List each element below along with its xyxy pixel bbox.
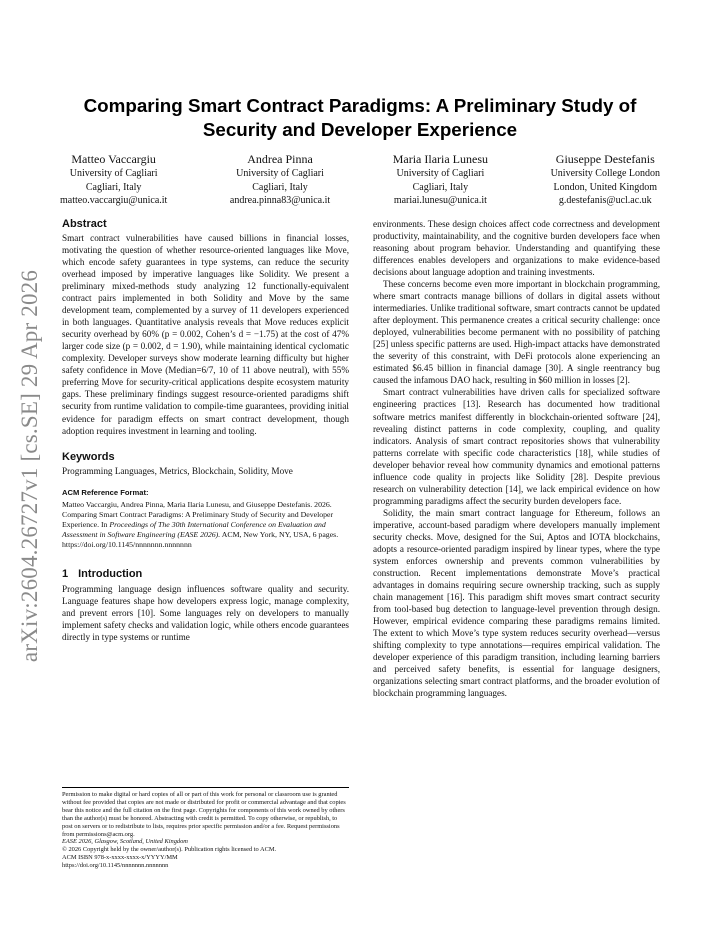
right-column <box>373 218 660 699</box>
arxiv-identifier-stamp <box>10 0 50 932</box>
author-name: Andrea Pinna <box>247 152 313 166</box>
author-affiliation: University of Cagliari <box>396 168 485 179</box>
introduction-paragraph: These concerns become even more important in blockchain programming, where smart contracts manage billions of dollars in digital assets without intermediaries. Unlike traditional software, smart contracts cannot be updated after deployment. This permanence creates a critical security challenge: once deployed, vulnerabilities become permanent with no possibility of patching [25] unless specific patterns are used. High-impact attacks have demonstrated the severity of this constraint, with DeFi protocols alone experiencing an estimated $6.45 billion in financial damage [30]. A single reentrancy bug caused the infamous DAO hack, resulting in $60 million in losses [2]. <box>373 279 660 386</box>
acm-reference-rest: ACM, New York, NY, USA, 6 pages. https://doi.org/10.1145/nnnnnnn.nnnnnnn <box>62 529 339 549</box>
introduction-paragraph: Smart contract vulnerabilities have driven calls for specialized software engineering practices [13]. Research has documented how traditional software metrics manifest differently in blockchain-oriented software [24], revealing distinct patterns in code complexity, coupling, and quality indicators. Analysis of smart contract repositories shows that vulnerability patterns correlate with specific code characteristics [18], while studies of developer behavior reveal how community dynamics and emotional patterns influence code quality in projects like Solidity [28]. Despite previous research on vulnerability detection [14], we lack empirical evidence on how programming paradigms affect the security burden developers face. <box>373 387 660 506</box>
acm-reference-heading: ACM Reference Format: <box>62 487 149 497</box>
arxiv-stamp-text: arXiv:2604.26727v1 [cs.SE] 29 Apr 2026 <box>17 269 42 663</box>
author-location: Cagliari, Italy <box>85 181 142 193</box>
isbn-line: ACM ISBN 978-x-xxxx-xxxx-x/YYYY/MM <box>62 854 178 862</box>
acm-reference-proceedings: Proceedings of The 30th International Conference on Evaluation and Assessment in Software Engineering (EASE 2026). <box>62 519 326 539</box>
copyright-footnote <box>62 787 349 870</box>
author-block <box>60 152 167 208</box>
abstract-text: Smart contract vulnerabilities have caused billions in financial losses, motivating the question of whether resource-oriented languages like Move, which encode safety guarantees in type systems, can reduce the security overhead imposed by imperative languages like Solidity. We present a preliminary mixed-methods study analyzing 12 functionally-equivalent contract pairs implemented in both Solidity and Move by the same development team, complemented by a survey of 11 developers experienced in both languages. Quantitative analysis reveals that Move reduces explicit security overhead by 60% (p = 0.002, Cohen’s d = −1.75) at the cost of 47% larger code size (p = 0.002, d = 1.90), while maintaining identical cyclomatic complexity. Developer surveys show moderate learning difficulty but higher safety confidence in Move (Median=6/7, 10 of 11 above neutral), with 55% preferring Move for security-critical applications despite ecosystem maturity gaps. These preliminary findings suggest resource-oriented paradigms shift security from runtime validation to compile-time guarantees, providing initial evidence for paradigm effects on smart contract development, though adoption requires investment in learning and tooling. <box>62 233 349 436</box>
author-block <box>230 152 330 208</box>
author-email: mariai.lunesu@unica.it <box>393 195 487 206</box>
author-name: Giuseppe Destefanis <box>555 152 655 166</box>
introduction-heading <box>62 568 349 580</box>
abstract-heading: Abstract <box>62 218 107 230</box>
keywords-text: Programming Languages, Metrics, Blockchain, Solidity, Move <box>62 465 293 476</box>
paper-title: Comparing Smart Contract Paradigms: A Preliminary Study of Security and Developer Experience <box>83 95 637 140</box>
author-location: Cagliari, Italy <box>412 181 469 193</box>
author-affiliation: University of Cagliari <box>69 168 158 179</box>
author-name: Matteo Vaccargiu <box>71 152 156 166</box>
author-list <box>60 152 660 208</box>
author-location: Cagliari, Italy <box>252 181 308 193</box>
introduction-paragraph-continued: environments. These design choices affect code correctness and development productivity, maintainability, and the cognitive burden developers face when reasoning about program behavior. Understanding and quantifying these differences enables developers and organizations to make evidence-based decisions about language adoption and training investments. <box>373 219 660 278</box>
permission-notice: Permission to make digital or hard copies of all or part of this work for personal or classroom use is granted without fee provided that copies are not made or distributed for profit or commercial advantage and that copies bear this notice and the full citation on the first page. Copyrights for components of this work owned by others than the author(s) must be honored. Abstracting with credit is permitted. To copy otherwise, or republish, to post on servers or to redistribute to lists, requires prior specific permission and/or a fee. Request permissions from permissions@acm.org. <box>62 791 346 838</box>
author-email: andrea.pinna83@unica.it <box>229 195 331 206</box>
author-block <box>393 152 488 208</box>
author-email: g.destefanis@ucl.ac.uk <box>558 195 652 206</box>
section-number: 1 <box>62 567 69 580</box>
author-name: Maria Ilaria Lunesu <box>392 152 489 166</box>
introduction-paragraph: Solidity, the main smart contract language for Ethereum, follows an imperative, account-based paradigm where developers manually implement security checks. Move, designed for the Sui, Aptos and IOTA blockchains, adopts a resource-oriented paradigm inspired by linear types, where the type system enforces ownership and prevents common vulnerabilities by construction. Recent implementations demonstrate Move’s practical advantages in domains requiring secure ownership tracking, such as supply chain management [16]. This paradigm shift moves smart contract security from tool-based bug detection to language-level prevention through design. However, empirical evidence comparing these paradigms remains limited. The extent to which Move’s type system reduces security overhead—versus shifting complexity to type annotations—requires empirical validation. The developer experience of this paradigm transition, including learning barriers and perceived safety benefits, is essential for language designers, organizations selecting smart contract platforms, and the broader evolution of blockchain programming languages. <box>373 507 660 699</box>
author-email: matteo.vaccargiu@unica.it <box>60 195 168 206</box>
acm-reference-text <box>62 500 349 550</box>
conference-venue: EASE 2026, Glasgow, Scotland, United Kingdom <box>62 838 188 846</box>
keywords-heading: Keywords <box>62 450 115 463</box>
doi-line: https://doi.org/10.1145/nnnnnnn.nnnnnnn <box>62 862 169 870</box>
section-title: Introduction <box>78 567 143 580</box>
author-affiliation: University College London <box>550 168 660 179</box>
introduction-paragraph: Programming language design influences software quality and security. Language features shape how developers express logic, manage complexity, and prevent errors [10]. Some languages rely on developers to manually implement safety checks and validation logic, while others encode guarantees directly in type systems or runtime <box>62 583 349 642</box>
acm-reference-authors: Matteo Vaccargiu, Andrea Pinna, Maria Ilaria Lunesu, and Giuseppe Destefanis. 2026. Comparing Smart Contract Paradigms: A Preliminary Study of Security and Developer Experience. In <box>62 499 334 529</box>
author-block <box>551 152 660 208</box>
author-location: London, United Kingdom <box>553 181 658 193</box>
author-affiliation: University of Cagliari <box>236 168 324 179</box>
left-column <box>62 218 349 643</box>
copyright-line: © 2026 Copyright held by the owner/author(s). Publication rights licensed to ACM. <box>62 846 277 854</box>
